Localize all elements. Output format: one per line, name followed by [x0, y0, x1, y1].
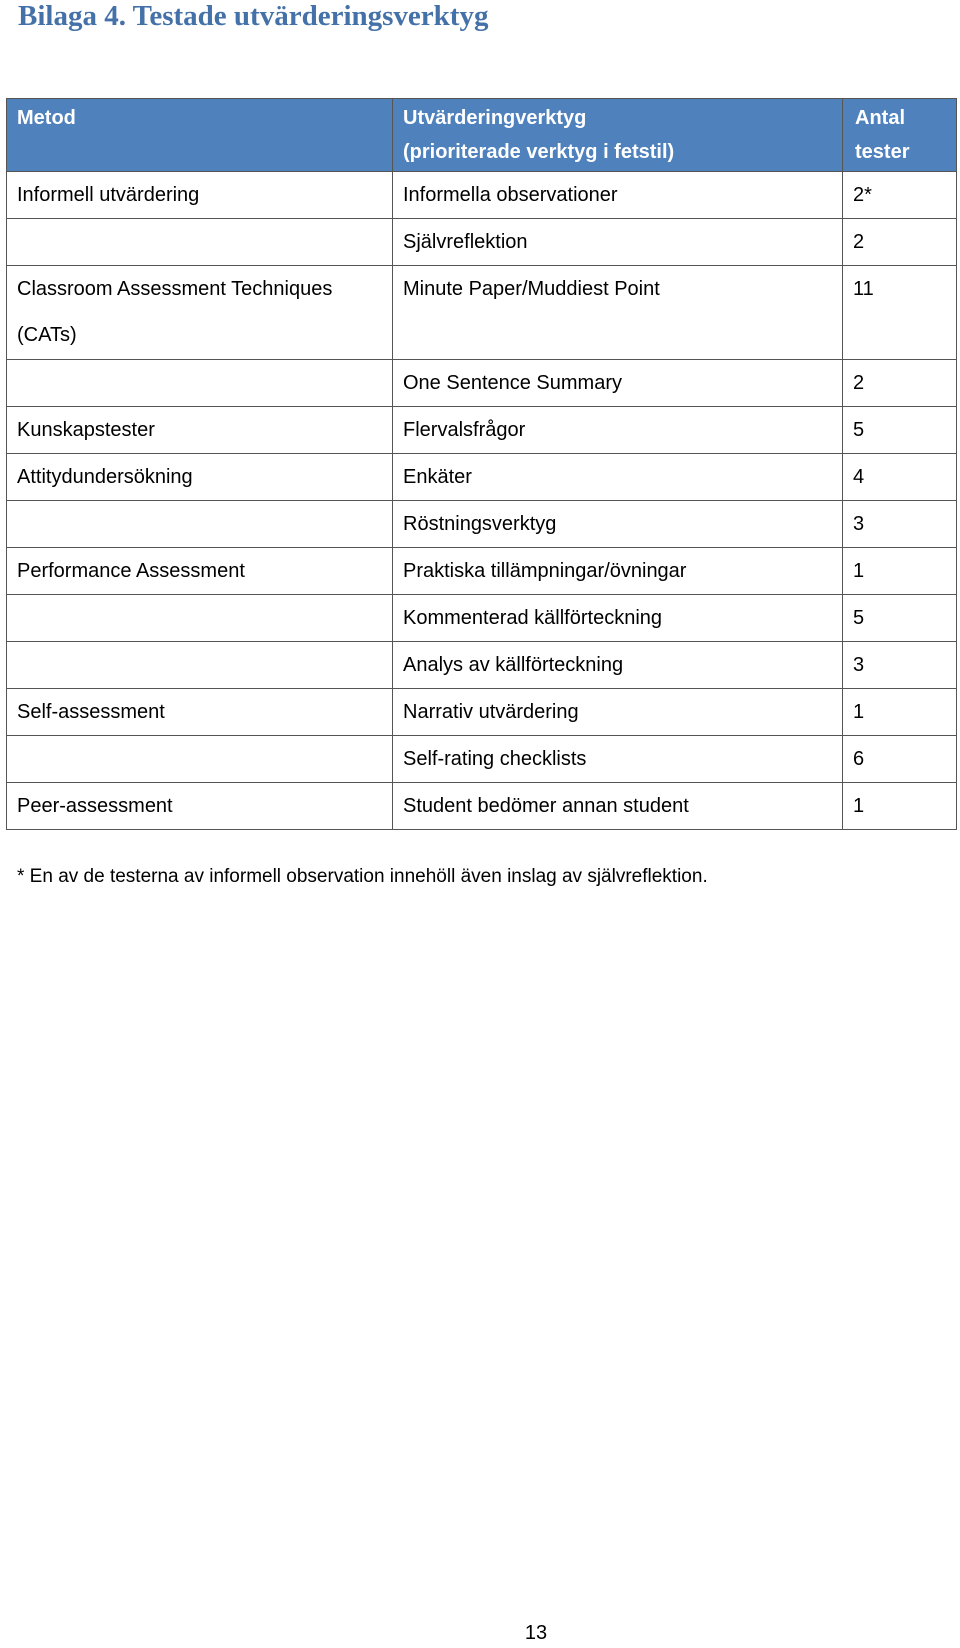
tool-cell: Self-rating checklists: [393, 736, 843, 783]
tool-cell: Minute Paper/Muddiest Point: [393, 266, 843, 360]
header-tool: [393, 99, 843, 172]
header-method-label: Metod: [17, 107, 76, 129]
footnote: * En av de testerna av informell observation innehöll även inslag av självreflektion.: [17, 866, 708, 887]
header-count-sublabel: tester: [855, 141, 910, 163]
table-row: [7, 172, 957, 219]
count-cell: 2: [843, 360, 957, 407]
header-tool-sublabel: (prioriterade verktyg i fetstil): [403, 141, 675, 163]
table-row: [7, 642, 957, 689]
tool-cell: Student bedömer annan student: [393, 783, 843, 830]
tool-cell: Flervalsfrågor: [393, 407, 843, 454]
count-cell: 2: [843, 219, 957, 266]
count-cell: 5: [843, 595, 957, 642]
table-row: [7, 219, 957, 266]
method-cell: [7, 266, 393, 360]
table-row: [7, 501, 957, 548]
tool-cell: Informella observationer: [393, 172, 843, 219]
evaluation-tools-table: [6, 98, 957, 830]
method-cell: Self-assessment: [7, 689, 393, 736]
method-cell: [7, 219, 393, 266]
table-row: [7, 736, 957, 783]
tool-cell: Enkäter: [393, 454, 843, 501]
method-cell: Performance Assessment: [7, 548, 393, 595]
tool-cell: Narrativ utvärdering: [393, 689, 843, 736]
method-cell: Peer-assessment: [7, 783, 393, 830]
count-cell: 6: [843, 736, 957, 783]
page-number: 13: [524, 1622, 548, 1644]
tool-cell: Kommenterad källförteckning: [393, 595, 843, 642]
count-cell: 1: [843, 689, 957, 736]
count-cell: 11: [843, 266, 957, 360]
tool-cell: Analys av källförteckning: [393, 642, 843, 689]
method-cell: [7, 360, 393, 407]
count-cell: 2*: [843, 172, 957, 219]
count-cell: 3: [843, 501, 957, 548]
page-title: Bilaga 4. Testade utvärderingsverktyg: [18, 0, 489, 32]
table-row: [7, 783, 957, 830]
method-cell: Informell utvärdering: [7, 172, 393, 219]
tool-cell: Röstningsverktyg: [393, 501, 843, 548]
table-row: [7, 407, 957, 454]
method-cell-line: (CATs): [17, 324, 77, 346]
table-row: [7, 595, 957, 642]
count-cell: 5: [843, 407, 957, 454]
table-row: [7, 266, 957, 360]
table-row: [7, 548, 957, 595]
method-cell: [7, 595, 393, 642]
table-row: [7, 689, 957, 736]
method-cell: Kunskapstester: [7, 407, 393, 454]
method-cell: [7, 501, 393, 548]
count-cell: 4: [843, 454, 957, 501]
count-cell: 3: [843, 642, 957, 689]
method-cell-line: Classroom Assessment Techniques: [17, 278, 333, 300]
table-row: [7, 360, 957, 407]
table-row: [7, 454, 957, 501]
method-cell: Attitydundersökning: [7, 454, 393, 501]
header-count: [843, 99, 957, 172]
header-tool-label: Utvärderingverktyg: [403, 107, 587, 129]
method-cell: [7, 642, 393, 689]
table-header-row: [7, 99, 957, 172]
tool-cell: Praktiska tillämpningar/övningar: [393, 548, 843, 595]
method-cell: [7, 736, 393, 783]
tool-cell: Självreflektion: [393, 219, 843, 266]
count-cell: 1: [843, 548, 957, 595]
header-method: [7, 99, 393, 172]
tool-cell: One Sentence Summary: [393, 360, 843, 407]
header-count-label: Antal: [855, 107, 905, 129]
count-cell: 1: [843, 783, 957, 830]
